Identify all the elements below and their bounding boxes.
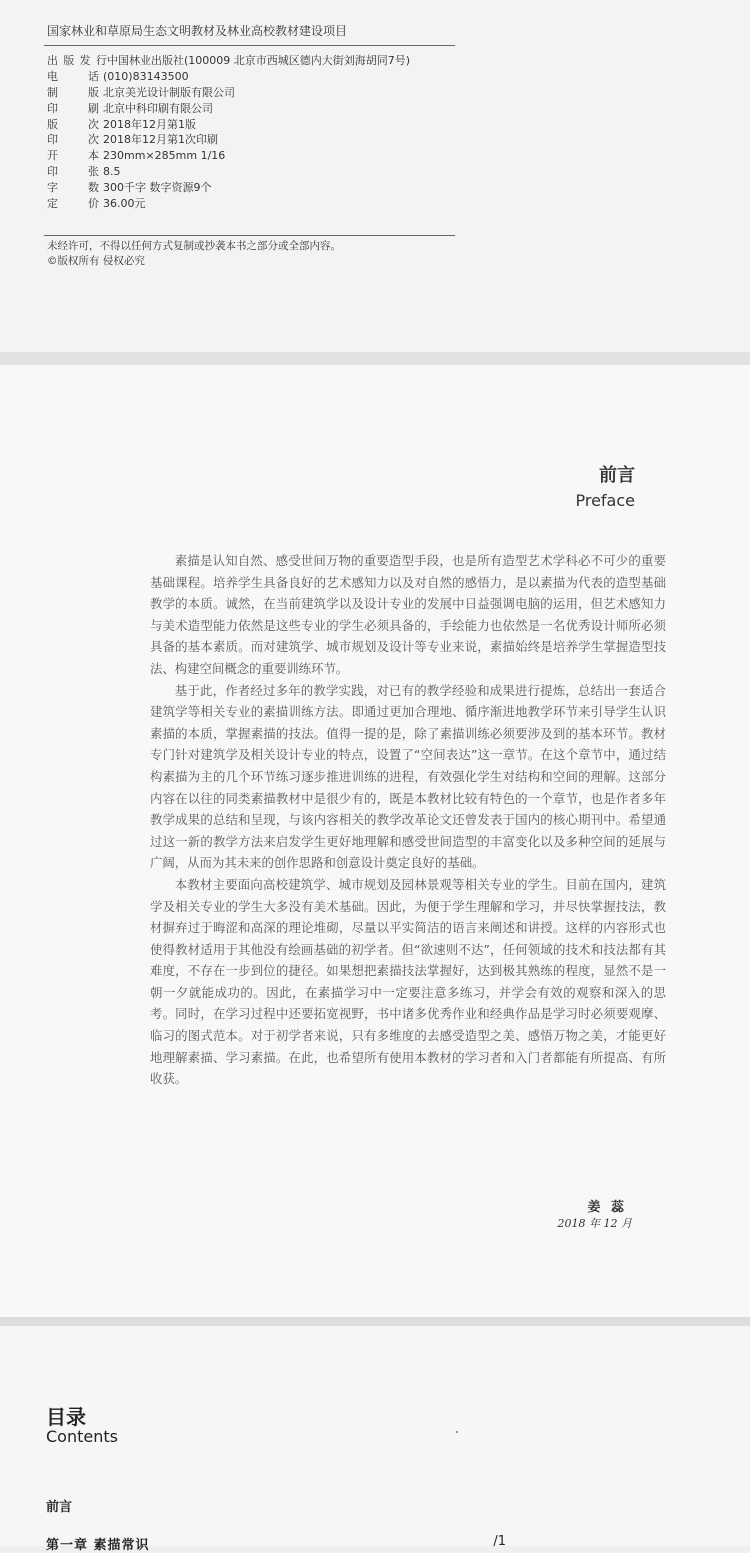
pub-label: 出 版 发 行 — [47, 54, 107, 67]
pub-value: 北京美光设计制版有限公司 — [103, 85, 235, 99]
page-speck — [456, 1431, 458, 1433]
pub-value: 300千字 数字资源9个 — [103, 181, 212, 195]
pub-row — [47, 132, 410, 148]
toc-entry-page: /1 — [493, 1534, 506, 1549]
pub-value: 230mm×285mm 1/16 — [103, 149, 226, 163]
divider-top — [44, 45, 455, 46]
copyright-page — [0, 0, 750, 352]
divider-bottom — [44, 235, 455, 236]
pub-value: 北京中科印刷有限公司 — [103, 101, 213, 115]
pub-value: 中国林业出版社(100009 北京市西城区德内大街刘海胡同7号) — [107, 54, 411, 67]
preface-paragraph: 本教材主要面向高校建筑学、城市规划及园林景观等相关专业的学生。目前在国内，建筑学及相关专业的学生大多没有美术基础。因此，为便于学生理解和学习，并尽快掌握技法，教材摒弃过于晦涩和高深的理论堆砌，尽量以平实简洁的语言来阐述和讲授。这样的内容形式也使得教材适用于其他没有绘画基础的初学者。但“欲速则不达”，任何领域的技术和技法都有其难度，不存在一步到位的捷径。如果想把素描技法掌握好，达到极其熟练的程度，显然不是一朝一夕就能成功的。因此，在素描学习中一定要注意多练习，并学会有效的观察和深入的思考。同时，在学习过程中还要拓宽视野，书中诸多优秀作业和经典作品是学习时必须要观摩、临习的图式范本。对于初学者来说，只有多维度的去感受造型之美、感悟万物之美，才能更好地理解素描、学习素描。在此，也希望所有使用本教材的学习者和入门者都能有所提高、有所收获。 — [150, 876, 666, 1087]
pub-label: 印 刷 — [47, 101, 99, 115]
pub-value: 2018年12月第1次印刷 — [103, 133, 218, 147]
pub-value: 8.5 — [103, 165, 121, 179]
preface-title: 前言 — [599, 465, 635, 486]
pub-label: 开 本 — [47, 149, 99, 163]
pub-row — [47, 196, 410, 212]
pub-label: 电 话 — [47, 69, 99, 83]
pub-label: 印 次 — [47, 133, 99, 147]
notice-line: 未经许可，不得以任何方式复制或抄袭本书之部分或全部内容。 — [47, 240, 341, 252]
preface-subtitle: Preface — [575, 491, 635, 510]
pub-row — [47, 148, 410, 164]
pub-row — [47, 164, 410, 180]
preface-date: 2018 年 12 月 — [557, 1217, 632, 1230]
pub-row — [47, 180, 410, 196]
pub-value: 36.00元 — [103, 197, 146, 211]
notice-line: ©版权所有 侵权必究 — [47, 255, 145, 267]
pub-label: 定 价 — [47, 197, 99, 211]
toc-entry[interactable] — [46, 1496, 72, 1515]
page-gap — [0, 1317, 750, 1326]
pub-row — [47, 101, 410, 117]
copyright-notice — [47, 239, 341, 269]
toc-entry[interactable] — [46, 1534, 506, 1553]
contents-title: 目录 — [46, 1405, 86, 1429]
pub-row — [47, 53, 410, 69]
pub-value: (010)83143500 — [103, 69, 189, 83]
preface-body — [150, 550, 666, 1090]
pub-label: 版 次 — [47, 117, 99, 131]
toc-entry-label: 前言 — [46, 1500, 73, 1515]
pub-row — [47, 85, 410, 101]
series-title: 国家林业和草原局生态文明教材及林业高校教材建设项目 — [47, 24, 348, 38]
page-gap — [0, 352, 750, 365]
pub-label: 印 张 — [47, 165, 99, 179]
preface-paragraph: 素描是认知自然、感受世间万物的重要造型手段，也是所有造型艺术学科必不可少的重要基础课程。培养学生具备良好的艺术感知力以及对自然的感悟力，是以素描为代表的造型基础教学的本质。诚然，在当前建筑学以及设计专业的发展中日益强调电脑的运用，但艺术感知力与美术造型能力依然是这些专业的学生必须具备的，手绘能力也依然是一名优秀设计师所必须具备的基本素质。而对建筑学、城市规划及设计等专业来说，素描始终是培养学生掌握造型技法、构建空间概念的重要训练环节。 — [150, 553, 666, 676]
pub-label: 字 数 — [47, 181, 99, 195]
pub-row — [47, 69, 410, 85]
preface-author: 姜 蕊 — [587, 1200, 627, 1215]
pub-value: 2018年12月第1版 — [103, 117, 196, 131]
contents-subtitle: Contents — [46, 1427, 118, 1446]
toc-entry-label: 第一章 素描常识 — [46, 1538, 150, 1553]
preface-paragraph: 基于此，作者经过多年的教学实践，对已有的教学经验和成果进行提炼，总结出一套适合建筑学等相关专业的素描训练方法。即通过更加合理地、循序渐进地教学环节来引导学生认识素描的本质，掌握素描的技法。值得一提的是，除了素描训练必须要涉及到的基本环节。教材专门针对建筑学及相关设计专业的特点，设置了“空间表达”这一章节。在这个章节中，通过结构素描为主的几个环节练习逐步推进训练的进程，有效强化学生对结构和空间的理解。这部分内容在以往的同类素描教材中是很少有的，既是本教材比较有特色的一个章节，也是作者多年教学成果的总结和呈现，与该内容相关的教学改革论文还曾发表于国内的核心期刊中。希望通过这一新的教学方法来启发学生更好地理解和感受世间造型的丰富变化以及多种空间的延展与广阔，从而为其未来的创作思路和创意设计奠定良好的基础。 — [150, 682, 666, 871]
publication-info — [47, 53, 410, 212]
pub-row — [47, 117, 410, 133]
pub-label: 制 版 — [47, 85, 99, 99]
